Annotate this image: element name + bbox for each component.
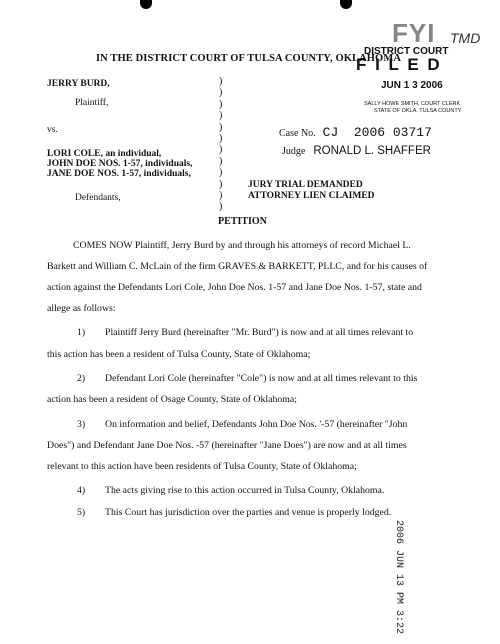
plaintiff-name: JERRY BURD, — [47, 79, 110, 89]
stamp-state: STATE OF OKLA. TULSA COUNTY — [374, 108, 462, 114]
case-number: CJ 2006 03717 — [322, 125, 432, 140]
paragraph-number: 5) — [77, 507, 86, 518]
paragraph-number: 4) — [77, 485, 86, 496]
paragraph-line: On information and belief, Defendants John Doe Nos. '-57 (hereinafter "John — [105, 419, 408, 430]
paragraph-line: relevant to this action have been residents of Tulsa County, State of Oklahoma; — [47, 461, 357, 472]
paragraph-number: 2) — [77, 373, 86, 384]
case-number-row — [279, 123, 432, 141]
judge-label: Judge — [282, 146, 306, 157]
judge-row — [282, 141, 431, 159]
paragraph-line: Does") and Defendant Jane Doe Nos. -57 (hereinafter "Jane Does") are now and at all times — [47, 440, 407, 451]
defendant-line-2: JOHN DOE NOS. 1-57, individuals, — [47, 159, 193, 169]
defendant-line-3: JANE DOE NOS. 1-57, individuals, — [47, 169, 191, 179]
paragraph-line: Defendant Lori Cole (hereinafter "Cole") is now and at all times relevant to this — [105, 373, 418, 384]
vertical-time-stamp: 2006 JUN 13 PM 3:22 — [393, 520, 404, 635]
plaintiff-role: Plaintiff, — [75, 98, 109, 108]
intro-line: COMES NOW Plaintiff, Jerry Burd by and through his attorneys of record Michael L. — [73, 240, 411, 251]
stamp-filed: F I L E D — [356, 55, 442, 74]
paragraph-line: Plaintiff Jerry Burd (hereinafter "Mr. Burd") is now and at all times relevant to — [105, 327, 414, 338]
defendants-role: Defendants, — [75, 193, 121, 203]
attorney-lien: ATTORNEY LIEN CLAIMED — [248, 191, 375, 201]
stamp-district-court: DISTRICT COURT — [364, 46, 449, 57]
paragraph-line: action has been a resident of Osage County, State of Oklahoma; — [47, 394, 297, 405]
punch-hole-right — [340, 0, 352, 9]
intro-line: Barkett and William C. McLain of the firm GRAVES & BARKETT, PLLC, and for his causes of — [47, 261, 428, 272]
judge-name: RONALD L. SHAFFER — [313, 145, 431, 157]
stamp-date: JUN 1 3 2006 — [381, 80, 443, 91]
stamp-fyi: FYI — [392, 18, 436, 48]
defendant-line-1: LORI COLE, an individual, — [47, 149, 162, 159]
stamp-clerk: SALLY HOWE SMITH, COURT CLERK — [364, 101, 461, 107]
case-label: Case No. — [279, 128, 316, 139]
paragraph-line: this action has been a resident of Tulsa County, State of Oklahoma; — [47, 349, 311, 360]
paragraph-line: The acts giving rise to this action occurred in Tulsa County, Oklahoma. — [105, 485, 385, 496]
paragraph-number: 1) — [77, 327, 86, 338]
punch-hole-left — [140, 0, 152, 9]
paragraph-line: This Court has jurisdiction over the parties and venue is properly lodged. — [105, 507, 392, 518]
paragraph-number: 3) — [77, 419, 86, 430]
stamp-fyi-note: TMD — [450, 30, 481, 46]
jury-demand: JURY TRIAL DEMANDED — [248, 180, 363, 190]
intro-line: allege as follows: — [47, 303, 116, 314]
caption-parentheses: ) ) ) ) ) ) ) ) ) ) ) ) — [219, 76, 223, 213]
court-heading: IN THE DISTRICT COURT OF TULSA COUNTY, OKLAHOMA — [96, 53, 402, 64]
versus: vs. — [47, 125, 58, 135]
intro-line: action against the Defendants Lori Cole, John Doe Nos. 1-57 and Jane Doe Nos. 1-57, state and — [47, 282, 422, 293]
document-title: PETITION — [218, 216, 267, 227]
